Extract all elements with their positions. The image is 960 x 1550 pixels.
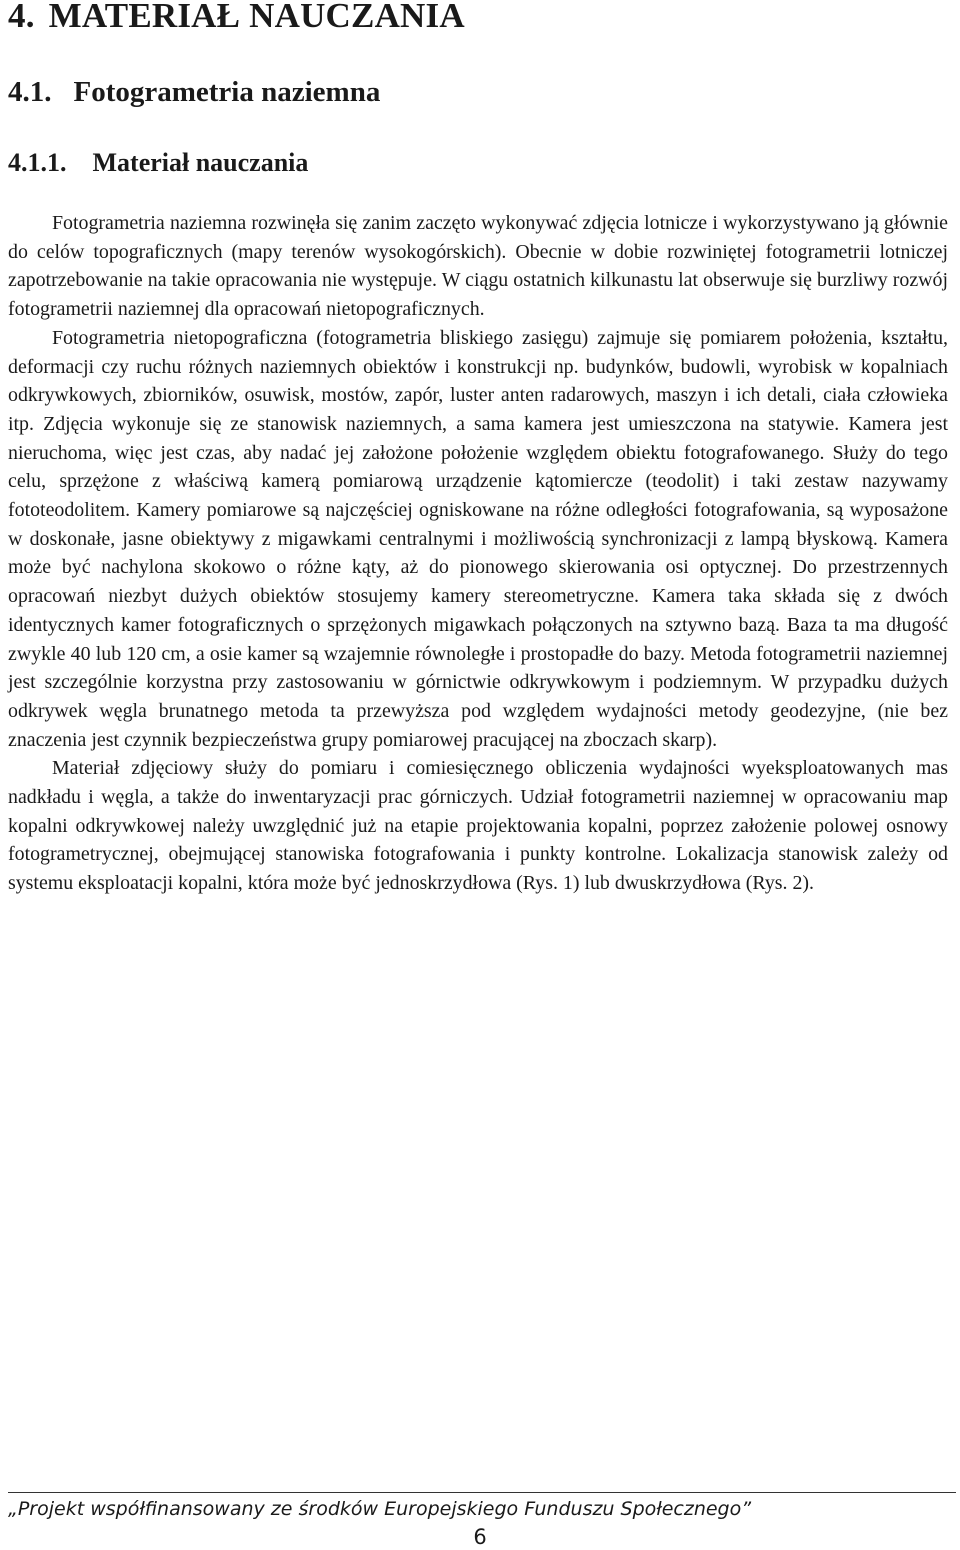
section-number: 4.1. (8, 76, 52, 108)
subsection-title: Materiał nauczania (92, 148, 309, 177)
subsection-number: 4.1.1. (8, 148, 67, 177)
chapter-heading (8, 0, 465, 38)
body-text (8, 209, 948, 898)
footer-funding-note: „Projekt współfinansowany ze środków Europejskiego Funduszu Społecznego” (8, 1498, 752, 1520)
footer-divider (8, 1492, 956, 1493)
paragraph-photo-material: Materiał zdjęciowy służy do pomiaru i comiesięcznego obliczenia wydajności wyeksploatowanych mas nadkładu i węgla, a także do inwentaryzacji prac górniczych. Udział fotogrametrii naziemnej w opracowaniu map kopalni odkrywkowej należy uwzględnić już na etapie projektowania kopalni, poprzez założenie polowej osnowy fotogrametrycznej, obejmującej stanowiska fotografowania i punkty kontrolne. Lokalizacja stanowisk zależy od systemu eksploatacji kopalni, która może być jednoskrzydłowa (Rys. 1) lub dwuskrzydłowa (Rys. 2). (8, 757, 948, 895)
paragraph-intro: Fotogrametria naziemna rozwinęła się zanim zaczęto wykonywać zdjęcia lotnicze i wykorzystywano ją głównie do celów topograficznych (mapy terenów wysokogórskich). Obecnie w dobie rozwiniętej fotogrametrii lotniczej zapotrzebowanie na takie opracowania nie występuje. W ciągu ostatnich kilkunastu lat obserwuje się burzliwy rozwój fotogrametrii naziemnej dla opracowań nietopograficznych. (8, 212, 948, 321)
subsection-heading (8, 145, 308, 181)
chapter-number: 4. (8, 0, 35, 35)
section-title: Fotogrametria naziemna (73, 76, 381, 108)
chapter-title: MATERIAŁ NAUCZANIA (48, 0, 465, 35)
page-number: 6 (473, 1525, 487, 1549)
section-heading (8, 72, 380, 112)
paragraph-nontopographic: Fotogrametria nietopograficzna (fotogrametria bliskiego zasięgu) zajmuje się pomiarem położenia, kształtu, deformacji czy ruchu różnych naziemnych obiektów i konstrukcji np. budynków, budowli, wyrobisk w kopalniach odkrywkowych, zbiorników, osuwisk, mostów, zapór, luster anten radarowych, maszyn i ich detali, ciała człowieka itp. Zdjęcia wykonuje się ze stanowisk naziemnych, a sama kamera jest umieszczona na statywie. Kamera jest nieruchoma, więc jest czas, aby nadać jej założone położenie względem obiektu fotografowanego. Służy do tego celu, sprzężone z właściwą kamerą pomiarową urządzenie kątomiercze (teodolit) i taki zestaw nazywamy fototeodolitem. Kamery pomiarowe są najczęściej ogniskowane na różne odległości fotografowania, są wyposażone w doskonałe, jasne obiektywy z migawkami centralnymi i możliwością synchronizacji z lampą błyskową. Kamera może być nachylona skokowo o różne kąty, aż do pionowego skierowania osi optycznej. Do przestrzennych opracowań niezbyt dużych obiektów stosujemy kamery stereometryczne. Kamera taka składa się z dwóch identycznych kamer fotograficznych o sprzężonych migawkach połączonych na sztywno bazą. Baza ta ma długość zwykle 40 lub 120 cm, a osie kamer są wzajemnie równoległe i prostopadłe do bazy. Metoda fotogrametrii naziemnej jest szczególnie korzystna przy zastosowaniu w górnictwie odkrywkowym i podziemnym. W przypadku dużych odkrywek węgla brunatnego metoda ta przewyższa pod względem wydajności metody geodezyjne, (nie bez znaczenia jest czynnik bezpieczeństwa grupy pomiarowej pracującej na zboczach skarp). (8, 326, 948, 751)
